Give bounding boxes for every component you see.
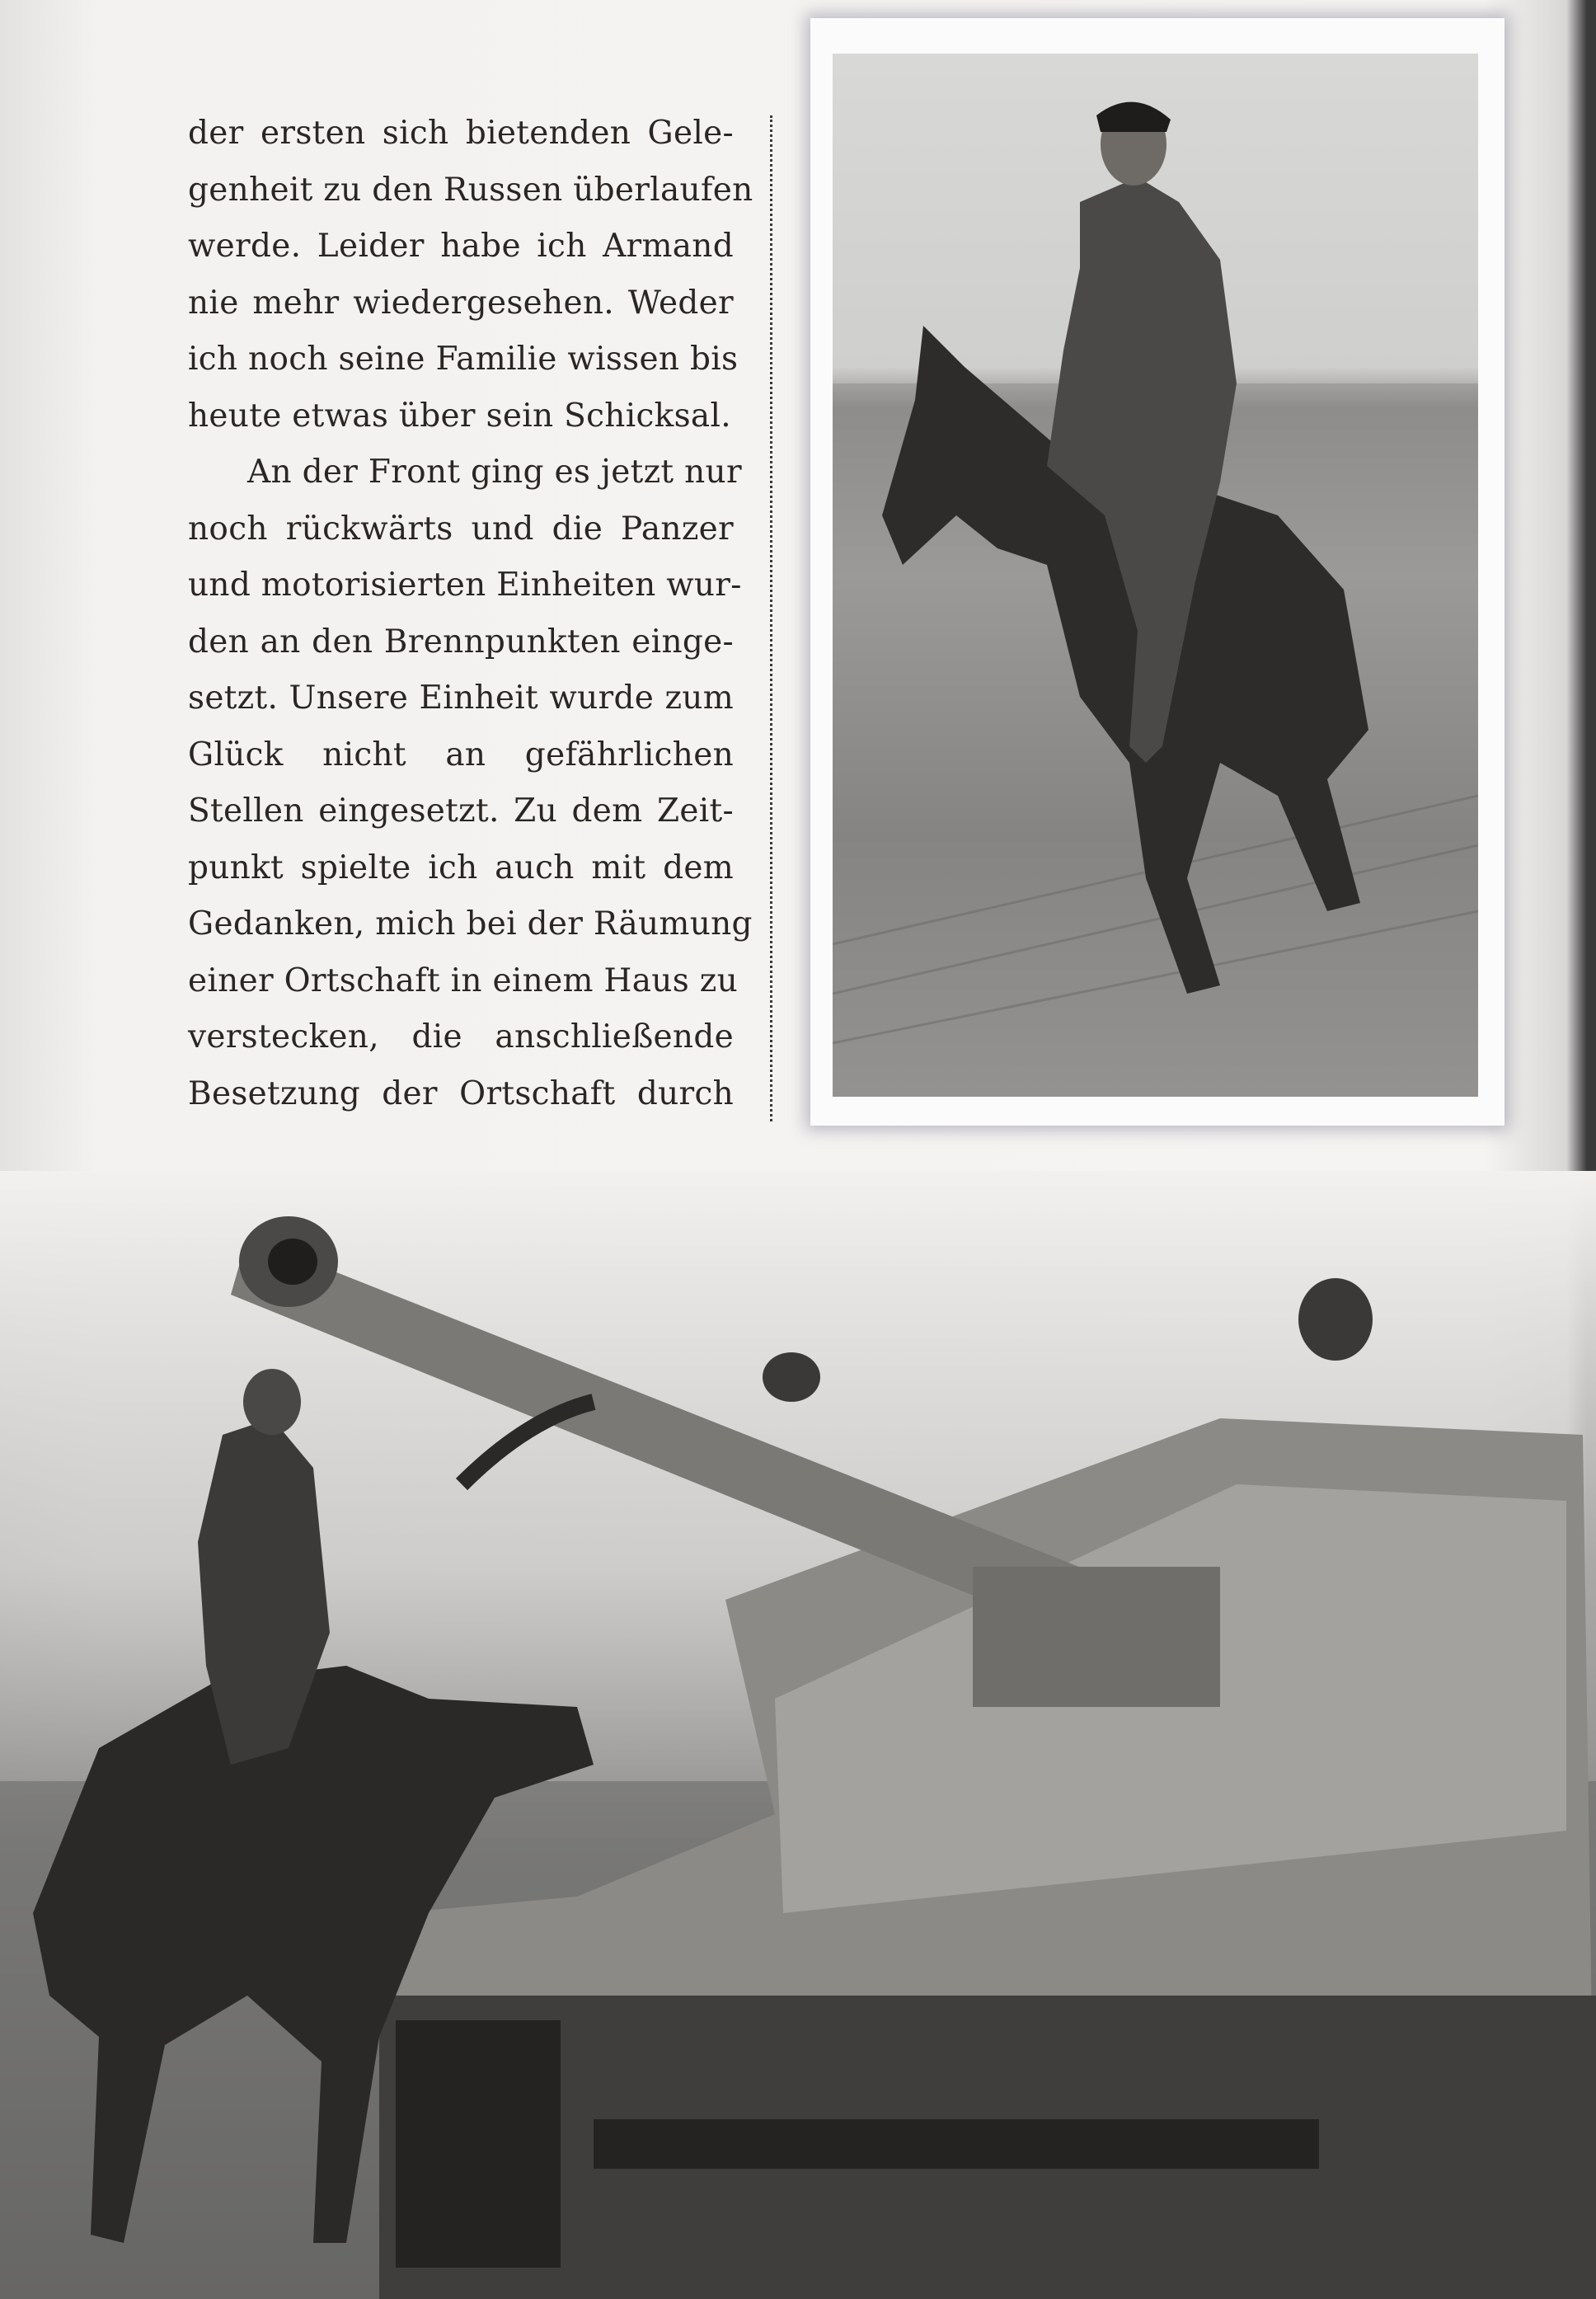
text-line: noch rückwärts und die Panzer	[188, 510, 734, 548]
text-line: setzt. Unsere Einheit wurde zum	[188, 679, 734, 717]
dotted-column-divider	[770, 115, 772, 1121]
rider-illustration	[833, 54, 1478, 1097]
text-line: heute etwas über sein Schicksal.	[188, 397, 731, 435]
text-line: punkt spielte ich auch mit dem	[188, 849, 734, 886]
photo-rider-frame	[810, 18, 1504, 1126]
text-line: Stellen eingesetzt. Zu dem Zeit-	[188, 792, 734, 830]
tank-illustration	[0, 1171, 1596, 2299]
text-line: und motorisierten Einheiten wur-	[188, 567, 742, 604]
text-line: verstecken, die anschließende	[188, 1018, 734, 1055]
text-line: Glück nicht an gefährlichen	[188, 736, 734, 773]
photo-tank-and-rider	[0, 1171, 1596, 2299]
text-line: den an den Brennpunkten einge-	[188, 623, 734, 661]
text-line: werde. Leider habe ich Armand	[188, 228, 734, 265]
text-line: einer Ortschaft in einem Haus zu	[188, 961, 738, 999]
text-line: Besetzung der Ortschaft durch	[188, 1074, 734, 1112]
text-line: nie mehr wiedergesehen. Weder	[188, 284, 734, 322]
text-line: Gedanken, mich bei der Räumung	[188, 905, 753, 943]
body-text-column	[188, 106, 753, 1122]
text-line: genheit zu den Russen überlaufen	[188, 171, 753, 209]
text-line: ich noch seine Familie wissen bis	[188, 341, 739, 378]
photo-soldier-on-horse	[833, 54, 1478, 1097]
text-line: An der Front ging es jetzt nur	[247, 454, 742, 491]
text-line: der ersten sich bietenden Gele-	[188, 115, 734, 152]
